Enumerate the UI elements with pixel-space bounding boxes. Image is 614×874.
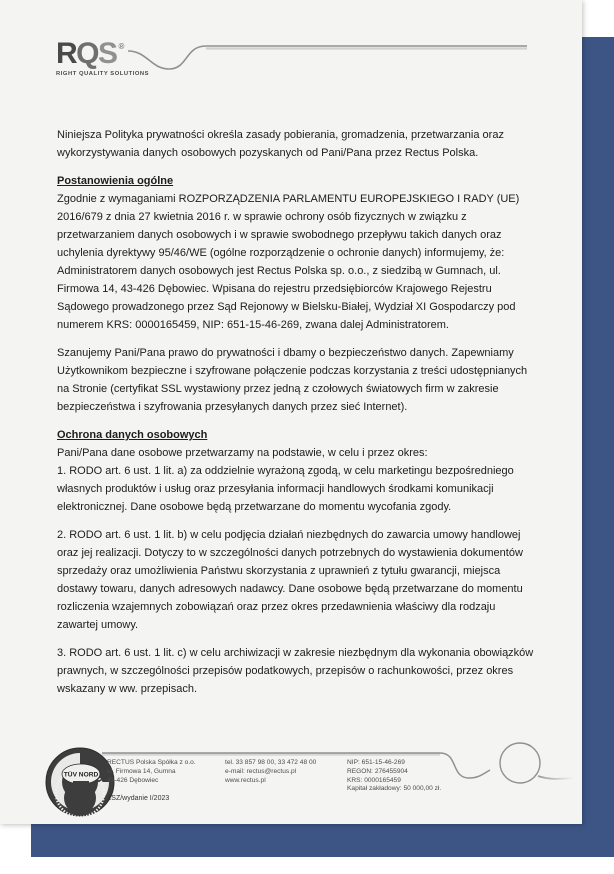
policy-body [57, 126, 534, 698]
logo-tagline: RIGHT QUALITY SOLUTIONS [56, 71, 150, 77]
section-heading-postanowienia-ogolne: Postanowienia ogólne [57, 175, 174, 187]
list-item-rodo-a: 1. RODO art. 6 ust. 1 lit. a) za oddzielnie wyrażoną zgodą, w celu marketingu bezpośredniego własnych produktów i usług oraz przesyłania informacji handlowych środkami komunikacji elektronicznej. Dane osobowe będą przetwarzane do momentu wycofania zgody. [57, 465, 514, 513]
rqs-logo [56, 33, 149, 77]
logo-letter-r: R [56, 37, 77, 70]
registered-mark-icon: ® [118, 42, 125, 51]
badge-label: TÜV NORD [63, 771, 99, 779]
section-heading-ochrona-danych: Ochrona danych osobowych [57, 429, 208, 441]
footer-contact [225, 759, 316, 785]
company-city: 43-426 Dębowiec [107, 776, 159, 784]
list-item-rodo-b: 2. RODO art. 6 ust. 1 lit. b) w celu podjęcia działań niezbędnych do zawarcia umowy handlowej oraz jej realizacji. Dotyczy to w szczególności danych potrzebnych do wystawienia dokumentów sprzedaży oraz umożliwienia Państwu skorzystania z uprawnień z tytułu gwarancji, miejsca dostawy towaru, danych adresowych nadawcy. Dane osobowe będą przetwarzane do momentu rozliczenia wzajemnych zobowiązań oraz przez okres przedawnienia właściwy dla rodzaju zawartej umowy. [57, 529, 523, 631]
logo-letter-q: Q [76, 37, 99, 70]
footer-company-address [107, 759, 196, 785]
website-url: www.rectus.pl [225, 776, 266, 784]
company-street: ul. Firmowa 14, Gumna [107, 767, 176, 775]
list-item-rodo-c: 3. RODO art. 6 ust. 1 lit. c) w celu archiwizacji w zakresie niezbędnym dla wykonania obowiązków prawnych, w szczególności przepisów podatkowych, przepisów o rachunkowości, przez okres wskazany w ww. przepisach. [57, 647, 534, 695]
paragraph-privacy-security: Szanujemy Pani/Pana prawo do prywatności i dbamy o bezpieczeństwo danych. Zapewniamy Użytkownikom bezpieczne i szyfrowane połączenie podczas korzystania z treści udostępnianych na Stronie (certyfikat SSL wystawiony przez jedną z czołowych światowych firm w zakresie bezpieczeństwa i szyfrowania przesyłanych danych przez sieć Internet). [57, 347, 528, 413]
tuv-nord-badge-icon [43, 745, 117, 819]
paragraph-rodo-basis: Zgodnie z wymaganiami ROZPORZĄDZENIA PARLAMENTU EUROPEJSKIEGO I RADY (UE) 2016/679 z dnia 27 kwietnia 2016 r. w sprawie ochrony osób fizycznych w związku z przetwarzaniem danych osobowych i w sprawie swobodnego przepływu takich danych oraz uchylenia dyrektywy 95/46/WE (ogólne rozporządzenie o ochronie danych) informujemy, że: Administratorem danych osobowych jest Rectus Polska sp. o.o., z siedzibą w Gumnach, ul. Firmowa 14, 43-426 Dębowiec. Wpisana do rejestru przedsiębiorców Krajowego Rejestru Sądowego prowadzonego przez Sąd Rejonowy w Bielsku-Białej, Wydział XI Gospodarczy pod numerem KRS: 0000165459, NIP: 651-15-46-269, zwana dalej Administratorem. [57, 193, 520, 331]
phone-numbers: tel. 33 857 98 00, 33 472 48 00 [225, 759, 317, 766]
email-address: e-mail: rectus@rectus.pl [225, 767, 297, 775]
krs-number: KRS: 0000165459 [347, 776, 401, 784]
rqs-logo-letters [56, 33, 149, 68]
logo-letter-s: S [98, 37, 117, 70]
nip-number: NIP: 651-15-46-269 [347, 759, 405, 766]
company-name: RECTUS Polska Spółka z o.o. [107, 759, 196, 766]
paragraph-processing-intro: Pani/Pana dane osobowe przetwarzamy na podstawie, w celu i przez okres: [57, 447, 428, 459]
intro-paragraph: Niniejsza Polityka prywatności określa zasady pobierania, gromadzenia, przetwarzania oraz wykorzystywania danych osobowych pozyskanych od Pani/Pana przez Rectus Polska. [57, 129, 504, 159]
share-capital: Kapitał zakładowy: 50 000,00 zł. [347, 785, 442, 793]
regon-number: REGON: 276455904 [347, 767, 408, 775]
document-code: ZSZ/wydanie I/2023 [107, 795, 170, 802]
footer-registry-numbers [347, 759, 441, 794]
